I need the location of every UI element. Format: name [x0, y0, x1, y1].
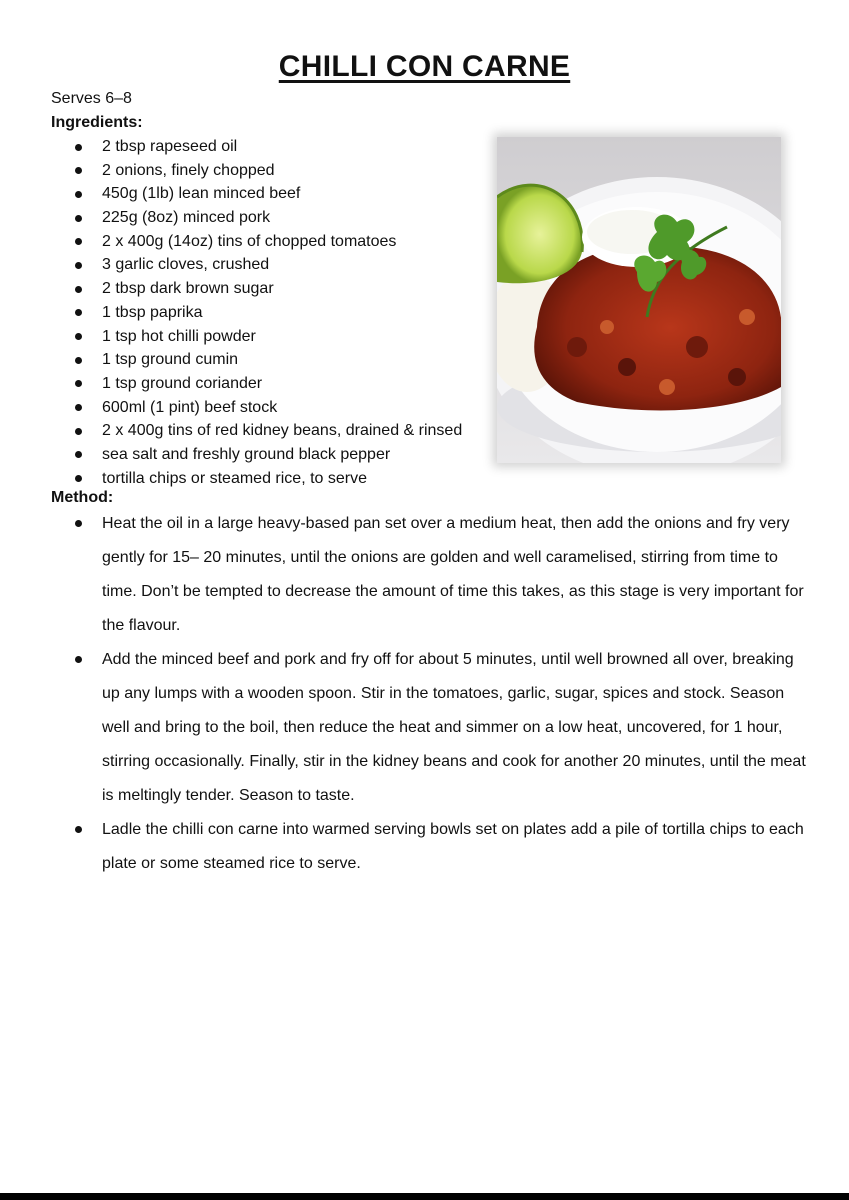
ingredient-item: 2 x 400g (14oz) tins of chopped tomatoes: [51, 230, 491, 254]
ingredients-list: [51, 135, 491, 490]
method-step: Add the minced beef and pork and fry off for about 5 minutes, until well browned all over, breaking up any lumps with a wooden spoon. Stir in the tomatoes, garlic, sugar, spices and stock. Season well and bring to the boil, then reduce the heat and simmer on a low heat, uncovered, for 1 hour, stirring occasionally. Finally, stir in the kidney beans and cook for another 20 minutes, until the meat is meltingly tender. Season to taste.: [51, 643, 806, 813]
ingredient-item: 225g (8oz) minced pork: [51, 206, 491, 230]
chilli-bowl-photo: [497, 137, 781, 463]
ingredient-item: 1 tsp ground cumin: [51, 348, 491, 372]
ingredient-item: tortilla chips or steamed rice, to serve: [51, 467, 491, 491]
ingredient-item: 1 tbsp paprika: [51, 301, 491, 325]
page-title: CHILLI CON CARNE: [278, 50, 571, 83]
ingredient-item: 1 tsp ground coriander: [51, 372, 491, 396]
ingredient-item: 3 garlic cloves, crushed: [51, 253, 491, 277]
bottom-border: [0, 1193, 849, 1200]
ingredient-item: 600ml (1 pint) beef stock: [51, 396, 491, 420]
chilli-bowl-illustration: [497, 137, 781, 463]
ingredient-item: 2 x 400g tins of red kidney beans, drained & rinsed: [51, 419, 491, 443]
method-step: Ladle the chilli con carne into warmed serving bowls set on plates add a pile of tortilla chips to each plate or some steamed rice to serve.: [51, 813, 806, 881]
serves-text: Serves 6–8: [51, 90, 132, 107]
ingredient-item: sea salt and freshly ground black pepper: [51, 443, 491, 467]
method-step: Heat the oil in a large heavy-based pan set over a medium heat, then add the onions and fry very gently for 15– 20 minutes, until the onions are golden and well caramelised, stirring from time to time. Don’t be tempted to decrease the amount of time this takes, as this stage is very important for the flavour.: [51, 507, 806, 643]
method-heading: Method:: [51, 489, 114, 506]
ingredient-item: 450g (1lb) lean minced beef: [51, 182, 491, 206]
ingredient-item: 1 tsp hot chilli powder: [51, 325, 491, 349]
method-list: [51, 507, 806, 881]
ingredients-heading: Ingredients:: [51, 114, 143, 131]
ingredient-item: 2 tbsp rapeseed oil: [51, 135, 491, 159]
ingredient-item: 2 tbsp dark brown sugar: [51, 277, 491, 301]
ingredient-item: 2 onions, finely chopped: [51, 159, 491, 183]
